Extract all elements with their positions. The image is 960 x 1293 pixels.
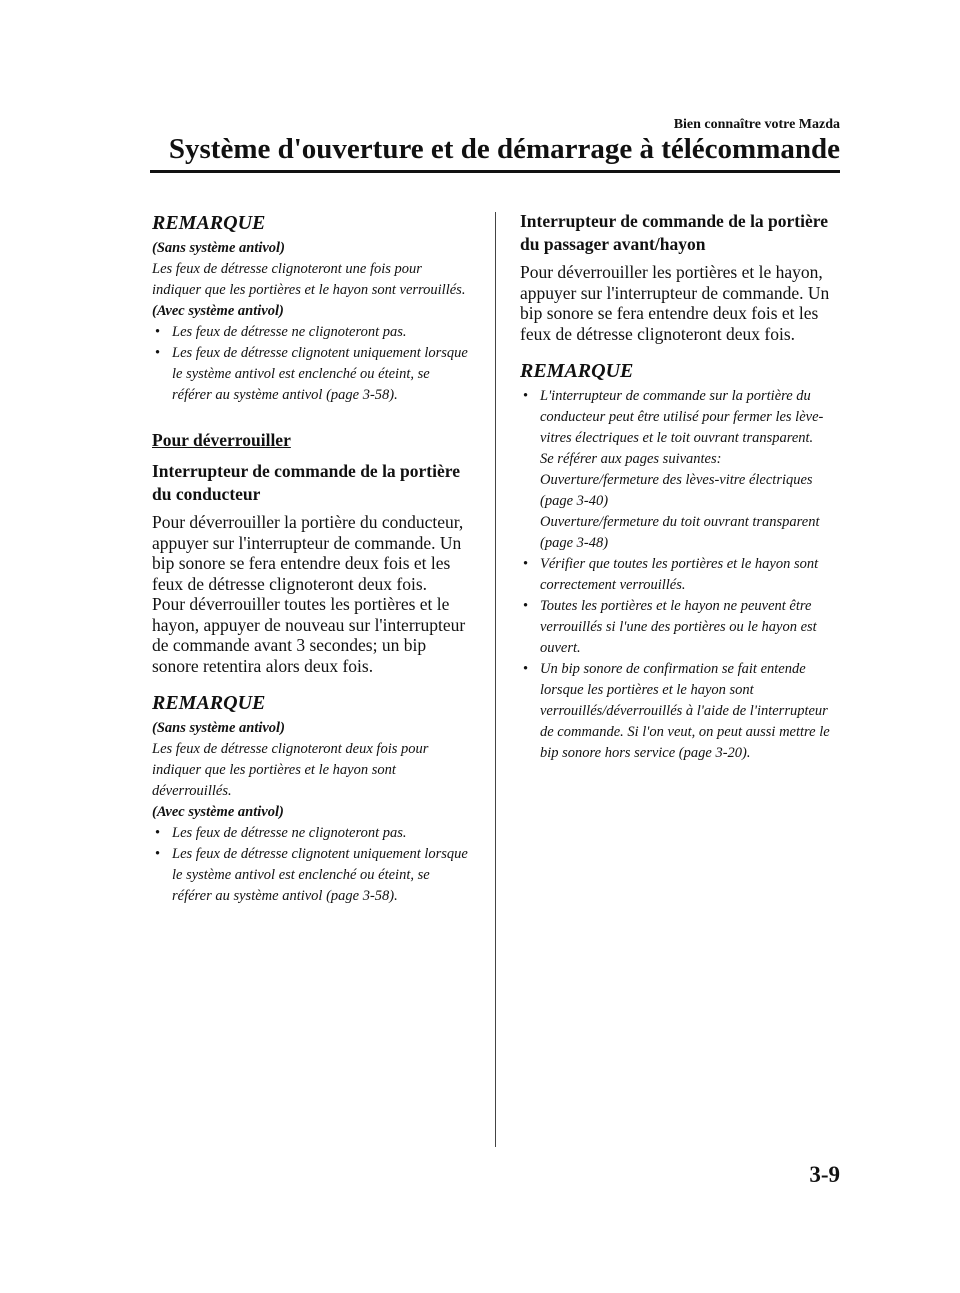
bullet-icon: • <box>155 825 161 841</box>
note-bullet: • Toutes les portières et le hayon ne peuvent être verrouillés si l'une des portières ou le hayon est ouvert. <box>523 598 817 656</box>
page-title: Système d'ouverture et de démarrage à télécommande <box>168 133 840 165</box>
note-bullet: • Les feux de détresse clignotent uniquement lorsque le système antivol est enclenché ou éteint, se référer au système antivol (page 3-58). <box>155 846 468 904</box>
body-paragraph: Pour déverrouiller toutes les portières et le hayon, appuyer de nouveau sur l'interrupteur de commande avant 3 secondes; un bip sonore retentira alors deux fois. <box>152 594 466 676</box>
bullet-icon: • <box>523 556 529 572</box>
note-title: REMARQUE <box>152 212 266 234</box>
bullet-icon: • <box>523 598 529 614</box>
note-bullet-list <box>152 823 472 907</box>
header-divider <box>150 170 840 173</box>
subheading-passenger-door: Interrupteur de commande de la portière du passager avant/hayon <box>520 211 828 254</box>
left-column <box>152 210 472 907</box>
note-bullet: • L'interrupteur de commande sur la portière du conducteur peut être utilisé pour fermer les lève-vitres électriques et le toit ouvrant transparent. Se référer aux pages suivantes: Ouverture/fermeture des lèves-vitre électriques (page 3-40) Ouverture/fermeture du toit ouvrant transparent (page 3-48) <box>523 388 824 551</box>
bullet-icon: • <box>523 661 529 677</box>
page-number: 3-9 <box>809 1162 840 1187</box>
note-text: Les feux de détresse clignoteront une fois pour indiquer que les portières et le hayon sont verrouillés. <box>152 261 466 298</box>
note-bullet-list <box>520 386 842 764</box>
note-title: REMARQUE <box>520 360 634 382</box>
note-condition-without: (Sans système antivol) <box>152 720 285 736</box>
note-bullet-list <box>152 322 472 406</box>
body-paragraph: Pour déverrouiller les portières et le hayon, appuyer sur l'interrupteur de commande. Un bip sonore se fera entendre deux fois et les feux de détresse clignoteront deux fois. <box>520 262 830 344</box>
note-bullet: • Les feux de détresse ne clignoteront pas. <box>152 322 472 343</box>
note-right <box>520 358 842 764</box>
subheading-driver-door: Interrupteur de commande de la portière du conducteur <box>152 461 460 504</box>
note-lock <box>152 210 472 406</box>
chapter-subtitle: Bien connaître votre Mazda <box>673 117 840 132</box>
note-unlock <box>152 690 472 907</box>
note-condition-with: (Avec système antivol) <box>152 804 284 820</box>
note-condition-without: (Sans système antivol) <box>152 240 285 256</box>
bullet-icon: • <box>155 324 161 340</box>
right-column <box>520 210 842 764</box>
note-title: REMARQUE <box>152 692 266 714</box>
note-bullet: • Les feux de détresse clignotent uniquement lorsque le système antivol est enclenché ou éteint, se référer au système antivol (page 3-58). <box>155 345 468 403</box>
note-condition-with: (Avec système antivol) <box>152 303 284 319</box>
bullet-icon: • <box>155 846 161 862</box>
note-bullet: • Un bip sonore de confirmation se fait entende lorsque les portières et le hayon sont verrouillés/déverrouillés à l'aide de l'interrupteur de commande. Si l'on veut, on peut aussi mettre le bip sonore hors service (page 3-20). <box>523 661 830 761</box>
body-paragraph: Pour déverrouiller la portière du conducteur, appuyer sur l'interrupteur de commande. Un bip sonore se fera entendre deux fois et les feux de détresse clignoteront deux fois. <box>152 512 464 594</box>
note-text: Les feux de détresse clignoteront deux fois pour indiquer que les portières et le hayon sont déverrouillés. <box>152 741 429 799</box>
bullet-icon: • <box>155 345 161 361</box>
column-divider <box>495 212 496 1147</box>
note-bullet: • Les feux de détresse ne clignoteront pas. <box>152 823 472 844</box>
note-bullet: • Vérifier que toutes les portières et le hayon sont correctement verrouillés. <box>523 556 819 593</box>
section-heading-unlock: Pour déverrouiller <box>152 430 291 450</box>
bullet-icon: • <box>523 388 529 404</box>
